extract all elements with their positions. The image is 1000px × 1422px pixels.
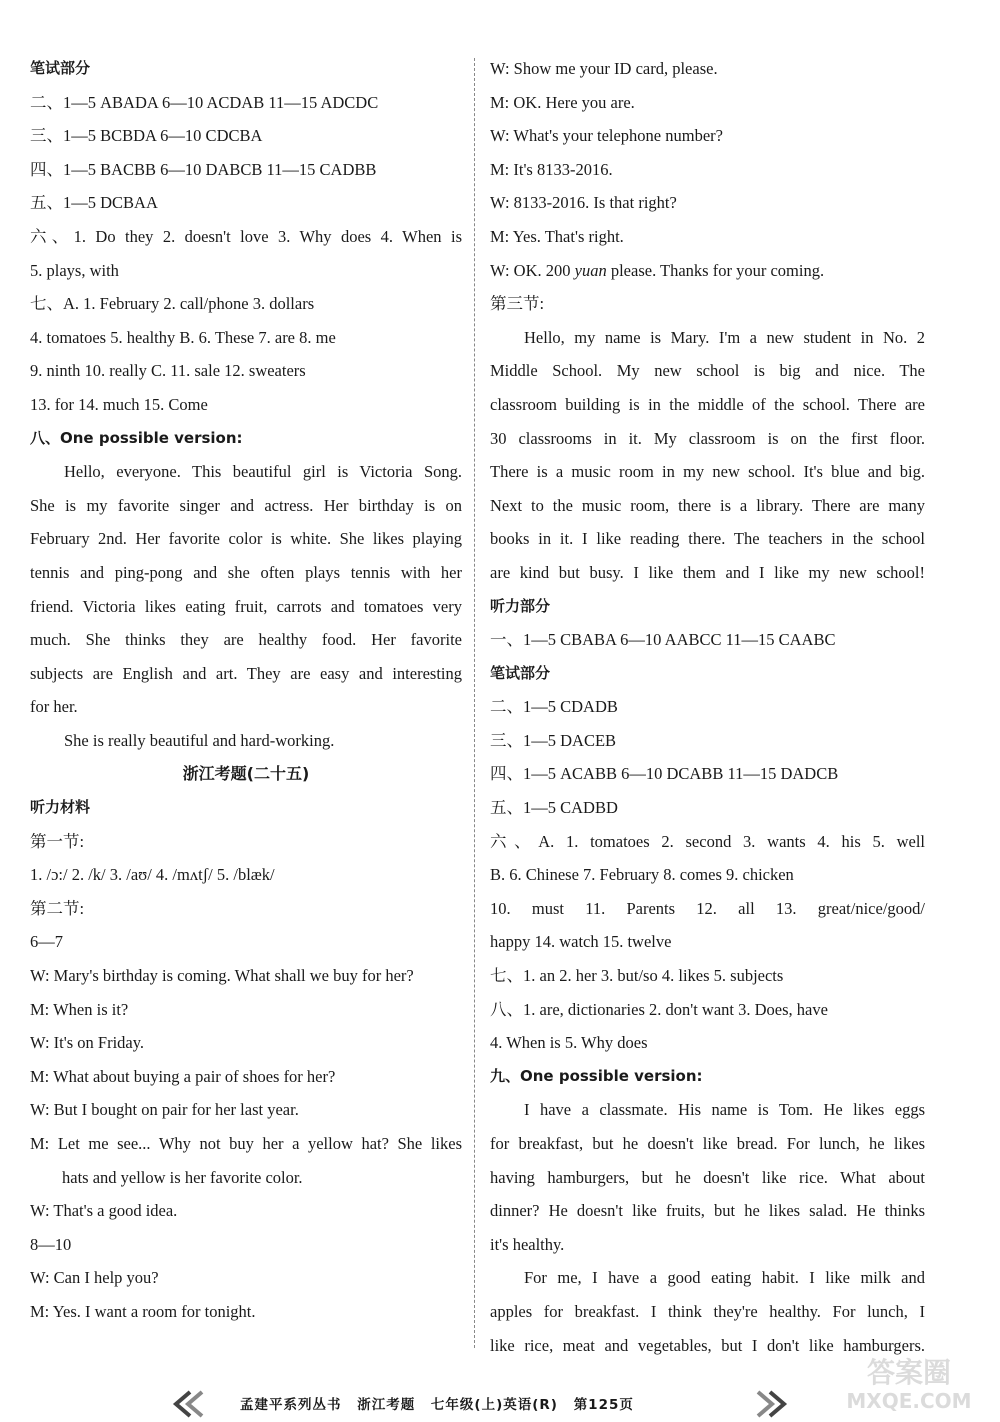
exam-title: 浙江考题(二十五) (182, 764, 310, 784)
text-line: for breakfast, but he doesn't like bread. For lunch, he likes (490, 1134, 925, 1153)
text-line: 三、1—5 DACEB (490, 730, 617, 750)
footer-series: 孟建平系列丛书 (240, 1397, 342, 1413)
text-line: books in it. I like reading there. The teachers in the school (490, 529, 925, 549)
text-line: 二、1—5 CDADB (490, 697, 618, 717)
text-line: W: Can I help you? (30, 1268, 159, 1288)
column-divider (474, 58, 475, 1348)
text-line: M: Yes. That's right. (490, 226, 624, 246)
text-line: M: OK. Here you are. (490, 92, 635, 112)
section-heading: 笔试部分 (490, 663, 551, 682)
text-line: 一、1—5 CBABA 6—10 AABCC 11—15 CAABC (490, 630, 836, 650)
text-line: 三、1—5 BCBDA 6—10 CDCBA (30, 126, 263, 146)
text-line: 8—10 (30, 1234, 72, 1254)
text-line: 二、1—5 ABADA 6—10 ACDAB 11—15 ADCDC (30, 92, 379, 112)
text-line: 第一节: (30, 831, 85, 851)
text-line: 六、1. Do they 2. doesn't love 3. Why does 4. When is (30, 226, 462, 246)
text-line: Hello, everyone. This beautiful girl is Victoria Song. (64, 462, 462, 482)
text-line: hats and yellow is her favorite color. (62, 1167, 303, 1187)
watermark-text-top: 答案圈 (866, 1356, 952, 1389)
footer-text (240, 1393, 644, 1413)
section-heading: 听力部分 (490, 596, 551, 615)
text-line: dinner? He doesn't like fruits, but he likes salad. He thinks (490, 1201, 925, 1221)
text-line: Next to the music room, there is a library. There are many (490, 495, 925, 515)
text-line: friend. Victoria likes eating fruit, carrots and tomatoes very (30, 596, 462, 616)
right-column (490, 52, 925, 1362)
text-line: B. 6. Chinese 7. February 8. comes 9. chicken (490, 865, 794, 885)
text-line: like rice, meat and vegetables, but I don't like hamburgers. (490, 1335, 925, 1355)
text-line: I have a classmate. His name is Tom. He likes eggs (524, 1100, 925, 1120)
footer-book: 浙江考题 (357, 1397, 416, 1413)
text-line: She is really beautiful and hard-working. (64, 730, 335, 750)
text-line: M: What about buying a pair of shoes for her? (30, 1066, 336, 1086)
text-line: 第二节: (30, 898, 85, 918)
text-line: 6—7 (30, 932, 63, 952)
text-line: subjects are English and art. They are easy and interesting (30, 663, 462, 683)
section-heading: 九、One possible version: (490, 1066, 703, 1085)
text-line: W: That's a good idea. (30, 1201, 178, 1221)
left-column (30, 52, 462, 1329)
text-line: W: Show me your ID card, please. (490, 59, 718, 78)
text-line: W: Mary's birthday is coming. What shall we buy for her? (30, 966, 414, 986)
text-line: 13. for 14. much 15. Come (30, 394, 208, 414)
chevron-right-icon (754, 1390, 790, 1418)
watermark-text-bottom: MXQE.COM (846, 1389, 972, 1413)
page-footer (170, 1390, 790, 1418)
text-line: 5. plays, with (30, 260, 119, 280)
text-line: apples for breakfast. I think they're healthy. For lunch, I (490, 1301, 925, 1321)
text-line: tennis and ping-pong and she often plays tennis with her (30, 562, 462, 582)
text-line: 10. must 11. Parents 12. all 13. great/nice/good/ (490, 898, 925, 918)
text-line: 五、1—5 CADBD (490, 798, 618, 818)
text-line: classroom building is in the middle of the school. There are (490, 394, 925, 414)
text-line: 4. tomatoes 5. healthy B. 6. These 7. are 8. me (30, 327, 336, 347)
section-heading: 八、One possible version: (30, 428, 243, 447)
chevron-left-icon (170, 1390, 206, 1418)
text-line: Hello, my name is Mary. I'm a new student in No. 2 (524, 327, 925, 347)
text-line: much. She thinks they are healthy food. Her favorite (30, 630, 462, 650)
text-line: are kind but busy. I like them and I like my new school! (490, 562, 925, 582)
text-line: 1. /ɔ:/ 2. /k/ 3. /aʊ/ 4. /mʌtʃ/ 5. /blæk/ (30, 865, 275, 885)
text-line: There is a music room in my new school. It's blue and big. (490, 462, 925, 482)
text-line: February 2nd. Her favorite color is white. She likes playing (30, 529, 462, 549)
text-line: 第三节: (490, 294, 545, 314)
text-line: it's healthy. (490, 1234, 565, 1254)
text-line: W: OK. 200 yuan please. Thanks for your coming. (490, 260, 825, 280)
text-line: having hamburgers, but he doesn't like rice. What about (490, 1167, 925, 1187)
text-line: 五、1—5 DCBAA (30, 193, 158, 213)
text-line: 4. When is 5. Why does (490, 1033, 648, 1053)
text-line: W: What's your telephone number? (490, 126, 723, 146)
watermark-logo (827, 1352, 992, 1414)
text-line: W: 8133-2016. Is that right? (490, 193, 677, 213)
text-line: 30 classrooms in it. My classroom is on the first floor. (490, 428, 925, 448)
text-line: For me, I have a good eating habit. I like milk and (524, 1268, 925, 1288)
text-line: 八、1. are, dictionaries 2. don't want 3. Does, have (490, 999, 828, 1019)
text-line: 9. ninth 10. really C. 11. sale 12. sweaters (30, 361, 306, 381)
text-line: 七、A. 1. February 2. call/phone 3. dollars (30, 294, 315, 314)
text-line: 七、1. an 2. her 3. but/so 4. likes 5. subjects (490, 966, 784, 986)
text-line: W: It's on Friday. (30, 1033, 145, 1053)
text-line: happy 14. watch 15. twelve (490, 932, 672, 952)
text-line: W: But I bought on pair for her last year. (30, 1100, 299, 1120)
text-line: M: Let me see... Why not buy her a yellow hat? She likes (30, 1134, 462, 1153)
italic-word: yuan (574, 260, 607, 280)
text-line: Middle School. My new school is big and nice. The (490, 361, 925, 381)
text-line: 四、1—5 ACABB 6—10 DCABB 11—15 DADCB (490, 764, 839, 784)
text-line: M: Yes. I want a room for tonight. (30, 1301, 256, 1321)
section-heading: 听力材料 (30, 798, 91, 817)
text-line: for her. (30, 697, 78, 717)
section-heading: 笔试部分 (30, 59, 91, 77)
text-line: M: It's 8133-2016. (490, 159, 613, 179)
footer-page-number: 第125页 (573, 1397, 634, 1413)
footer-grade: 七年级(上)英语(R) (430, 1397, 558, 1413)
text-line: 四、1—5 BACBB 6—10 DABCB 11—15 CADBB (30, 159, 377, 179)
text-line: 六、A. 1. tomatoes 2. second 3. wants 4. his 5. well (490, 831, 925, 851)
text-line: She is my favorite singer and actress. Her birthday is on (30, 495, 462, 515)
text-line: M: When is it? (30, 999, 129, 1019)
